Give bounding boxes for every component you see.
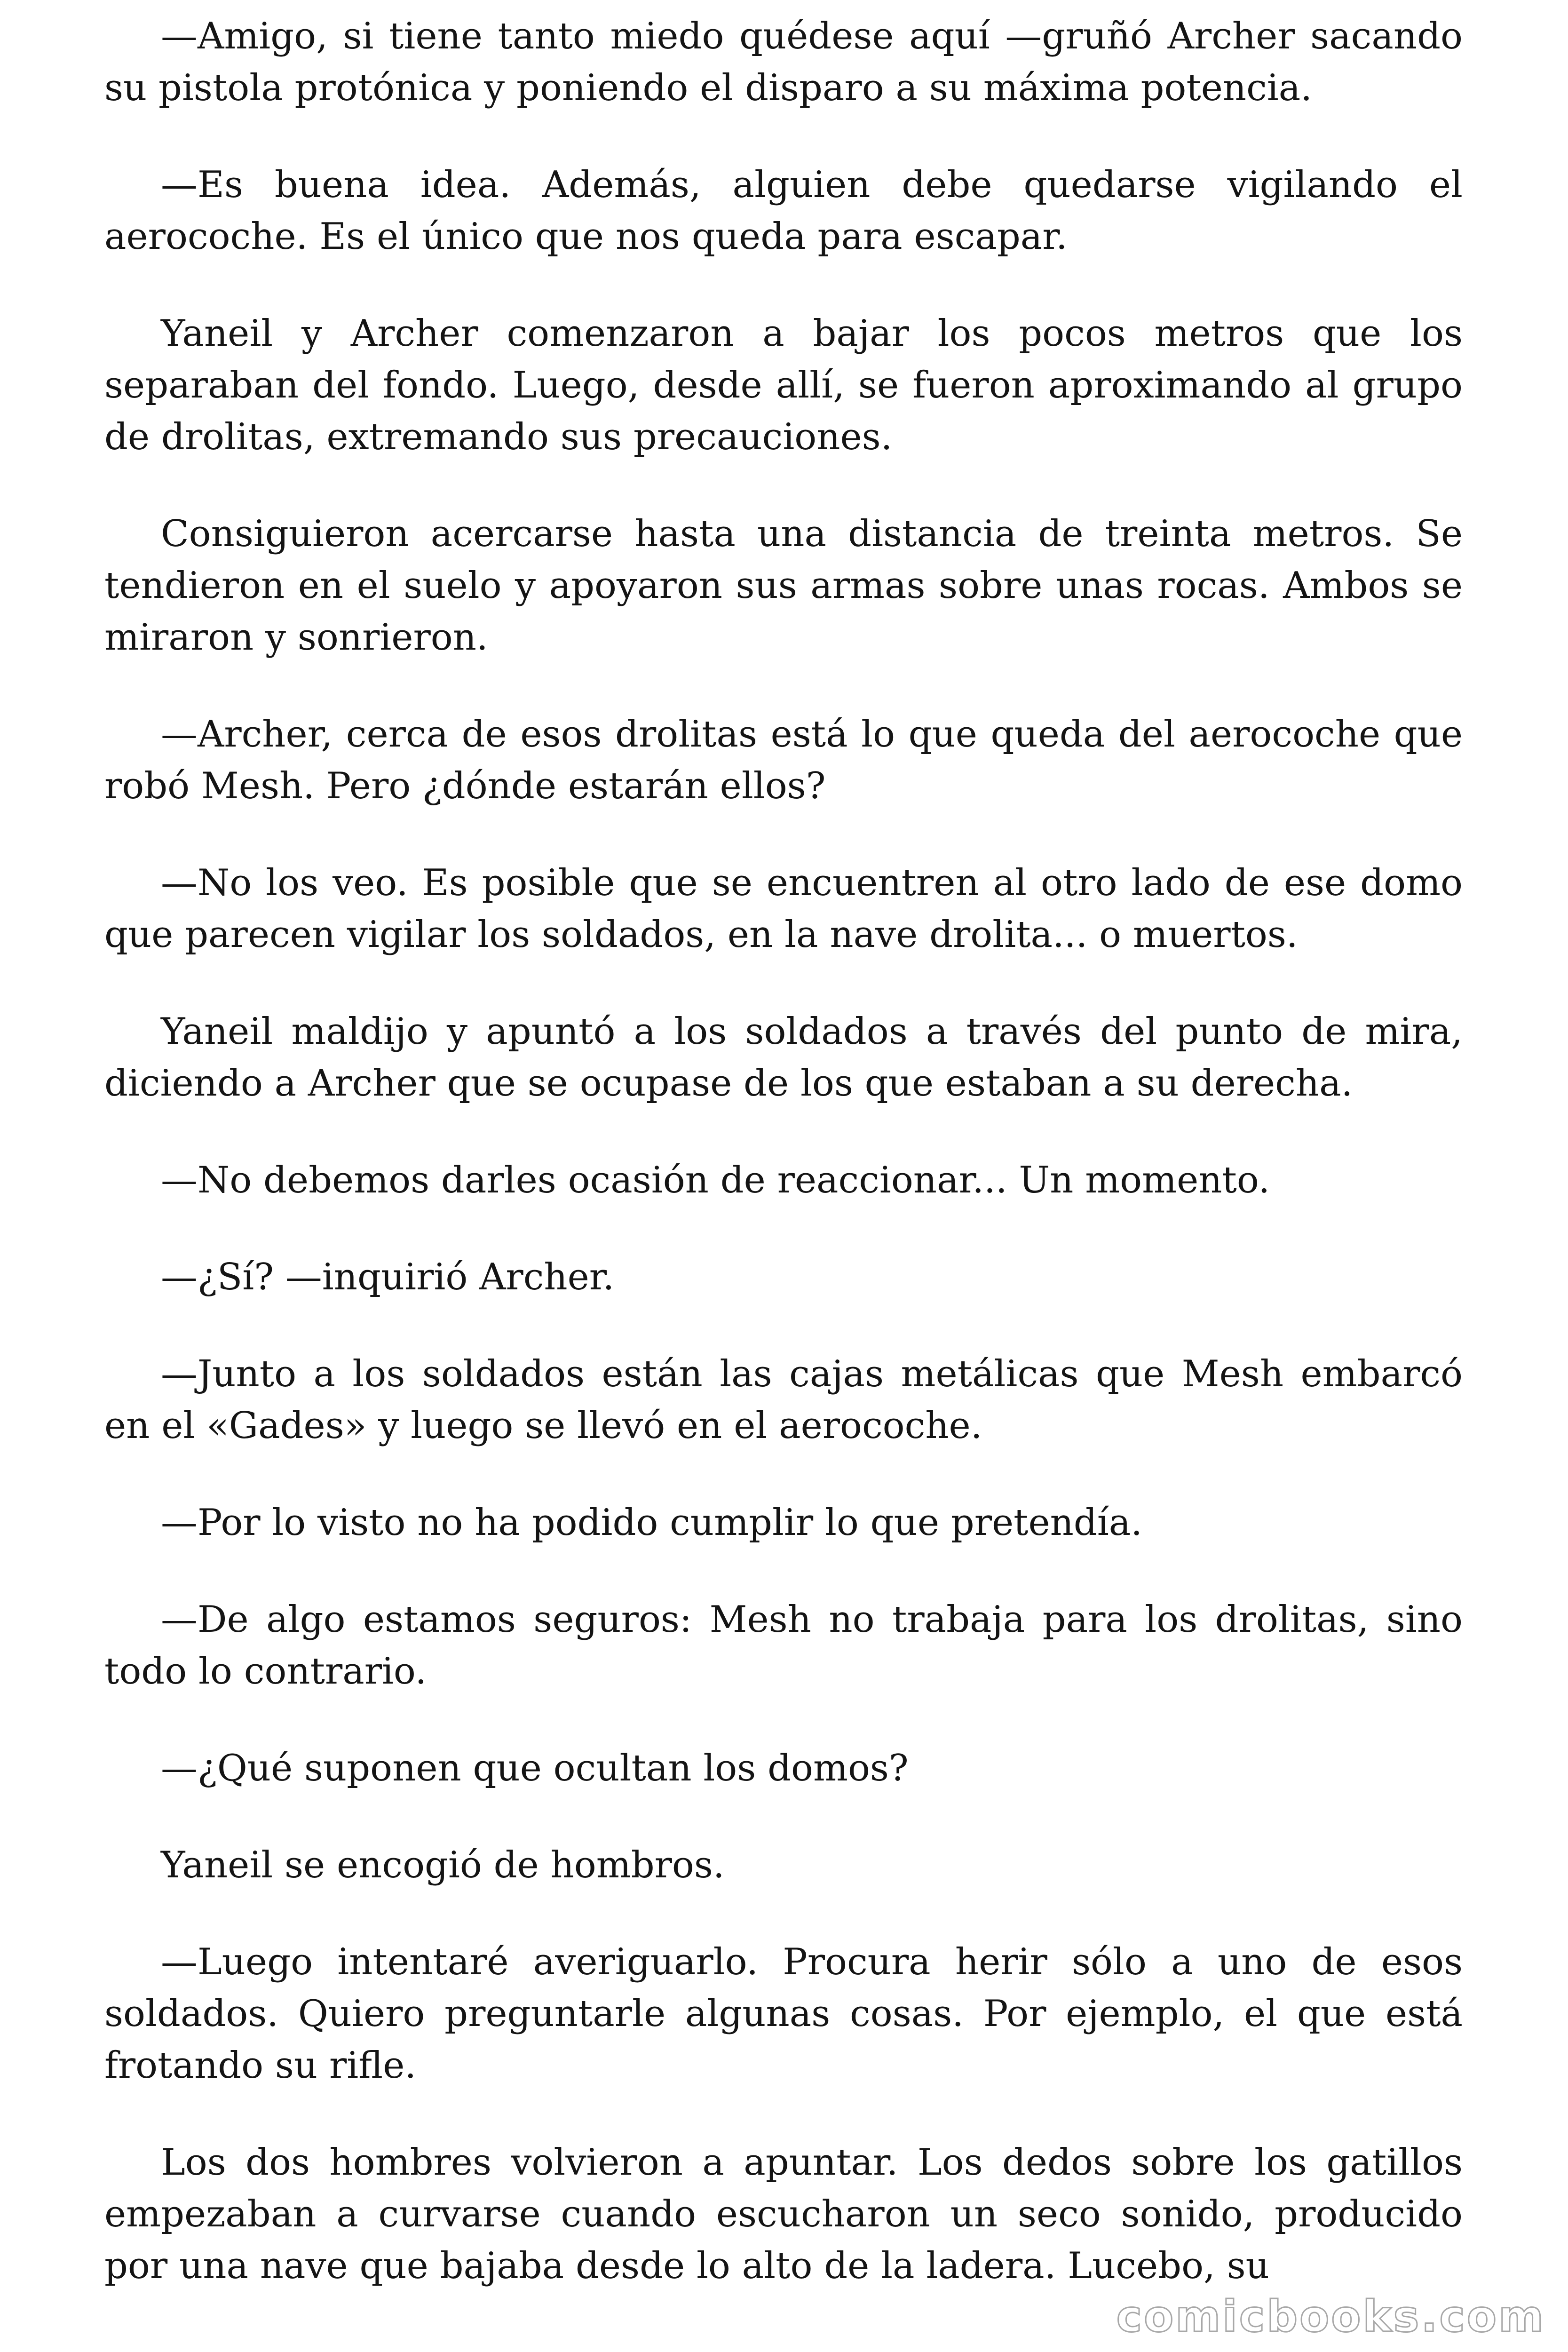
paragraph-16: Los dos hombres volvieron a apuntar. Los dedos sobre los gatillos empezaban a curvarse cuando escucharon un seco sonido, producido por una nave que bajaba desde lo alto de la ladera. Lucebo, su xyxy=(104,2141,1463,2287)
paragraph-14: Yaneil se encogió de hombros. xyxy=(161,1844,725,1886)
page-text xyxy=(104,10,1463,2337)
paragraph-3: Yaneil y Archer comenzaron a bajar los pocos metros que los separaban del fondo. Luego, desde allí, se fueron aproximando al grupo de drolitas, extremando sus precauciones. xyxy=(104,312,1463,458)
watermark: comicbooks.com xyxy=(1116,2291,1545,2342)
paragraph-6: —No los veo. Es posible que se encuentren al otro lado de ese domo que parecen vigilar los soldados, en la nave drolita... o muertos. xyxy=(104,862,1463,956)
paragraph-7: Yaneil maldijo y apuntó a los soldados a través del punto de mira, diciendo a Archer que se ocupase de los que estaban a su derecha. xyxy=(104,1010,1463,1104)
paragraph-9: —¿Sí? —inquirió Archer. xyxy=(161,1256,615,1298)
paragraph-1: —Amigo, si tiene tanto miedo quédese aquí —gruñó Archer sacando su pistola protónica y poniendo el disparo a su máxima potencia. xyxy=(104,15,1463,109)
paragraph-10: —Junto a los soldados están las cajas metálicas que Mesh embarcó en el «Gades» y luego se llevó en el aerocoche. xyxy=(104,1353,1463,1447)
paragraph-15: —Luego intentaré averiguarlo. Procura herir sólo a uno de esos soldados. Quiero preguntarle algunas cosas. Por ejemplo, el que está frotando su rifle. xyxy=(104,1941,1463,2087)
paragraph-11: —Por lo visto no ha podido cumplir lo que pretendía. xyxy=(161,1502,1143,1544)
paragraph-5: —Archer, cerca de esos drolitas está lo que queda del aerocoche que robó Mesh. Pero ¿dónde estarán ellos? xyxy=(104,713,1463,807)
paragraph-2: —Es buena idea. Además, alguien debe quedarse vigilando el aerocoche. Es el único que nos queda para escapar. xyxy=(104,164,1463,258)
paragraph-8: —No debemos darles ocasión de reaccionar... Un momento. xyxy=(161,1159,1270,1201)
paragraph-13: —¿Qué suponen que ocultan los domos? xyxy=(161,1747,909,1789)
paragraph-12: —De algo estamos seguros: Mesh no trabaja para los drolitas, sino todo lo contrario. xyxy=(104,1598,1463,1692)
paragraph-4: Consiguieron acercarse hasta una distancia de treinta metros. Se tendieron en el suelo y apoyaron sus armas sobre unas rocas. Ambos se miraron y sonrieron. xyxy=(104,513,1463,659)
